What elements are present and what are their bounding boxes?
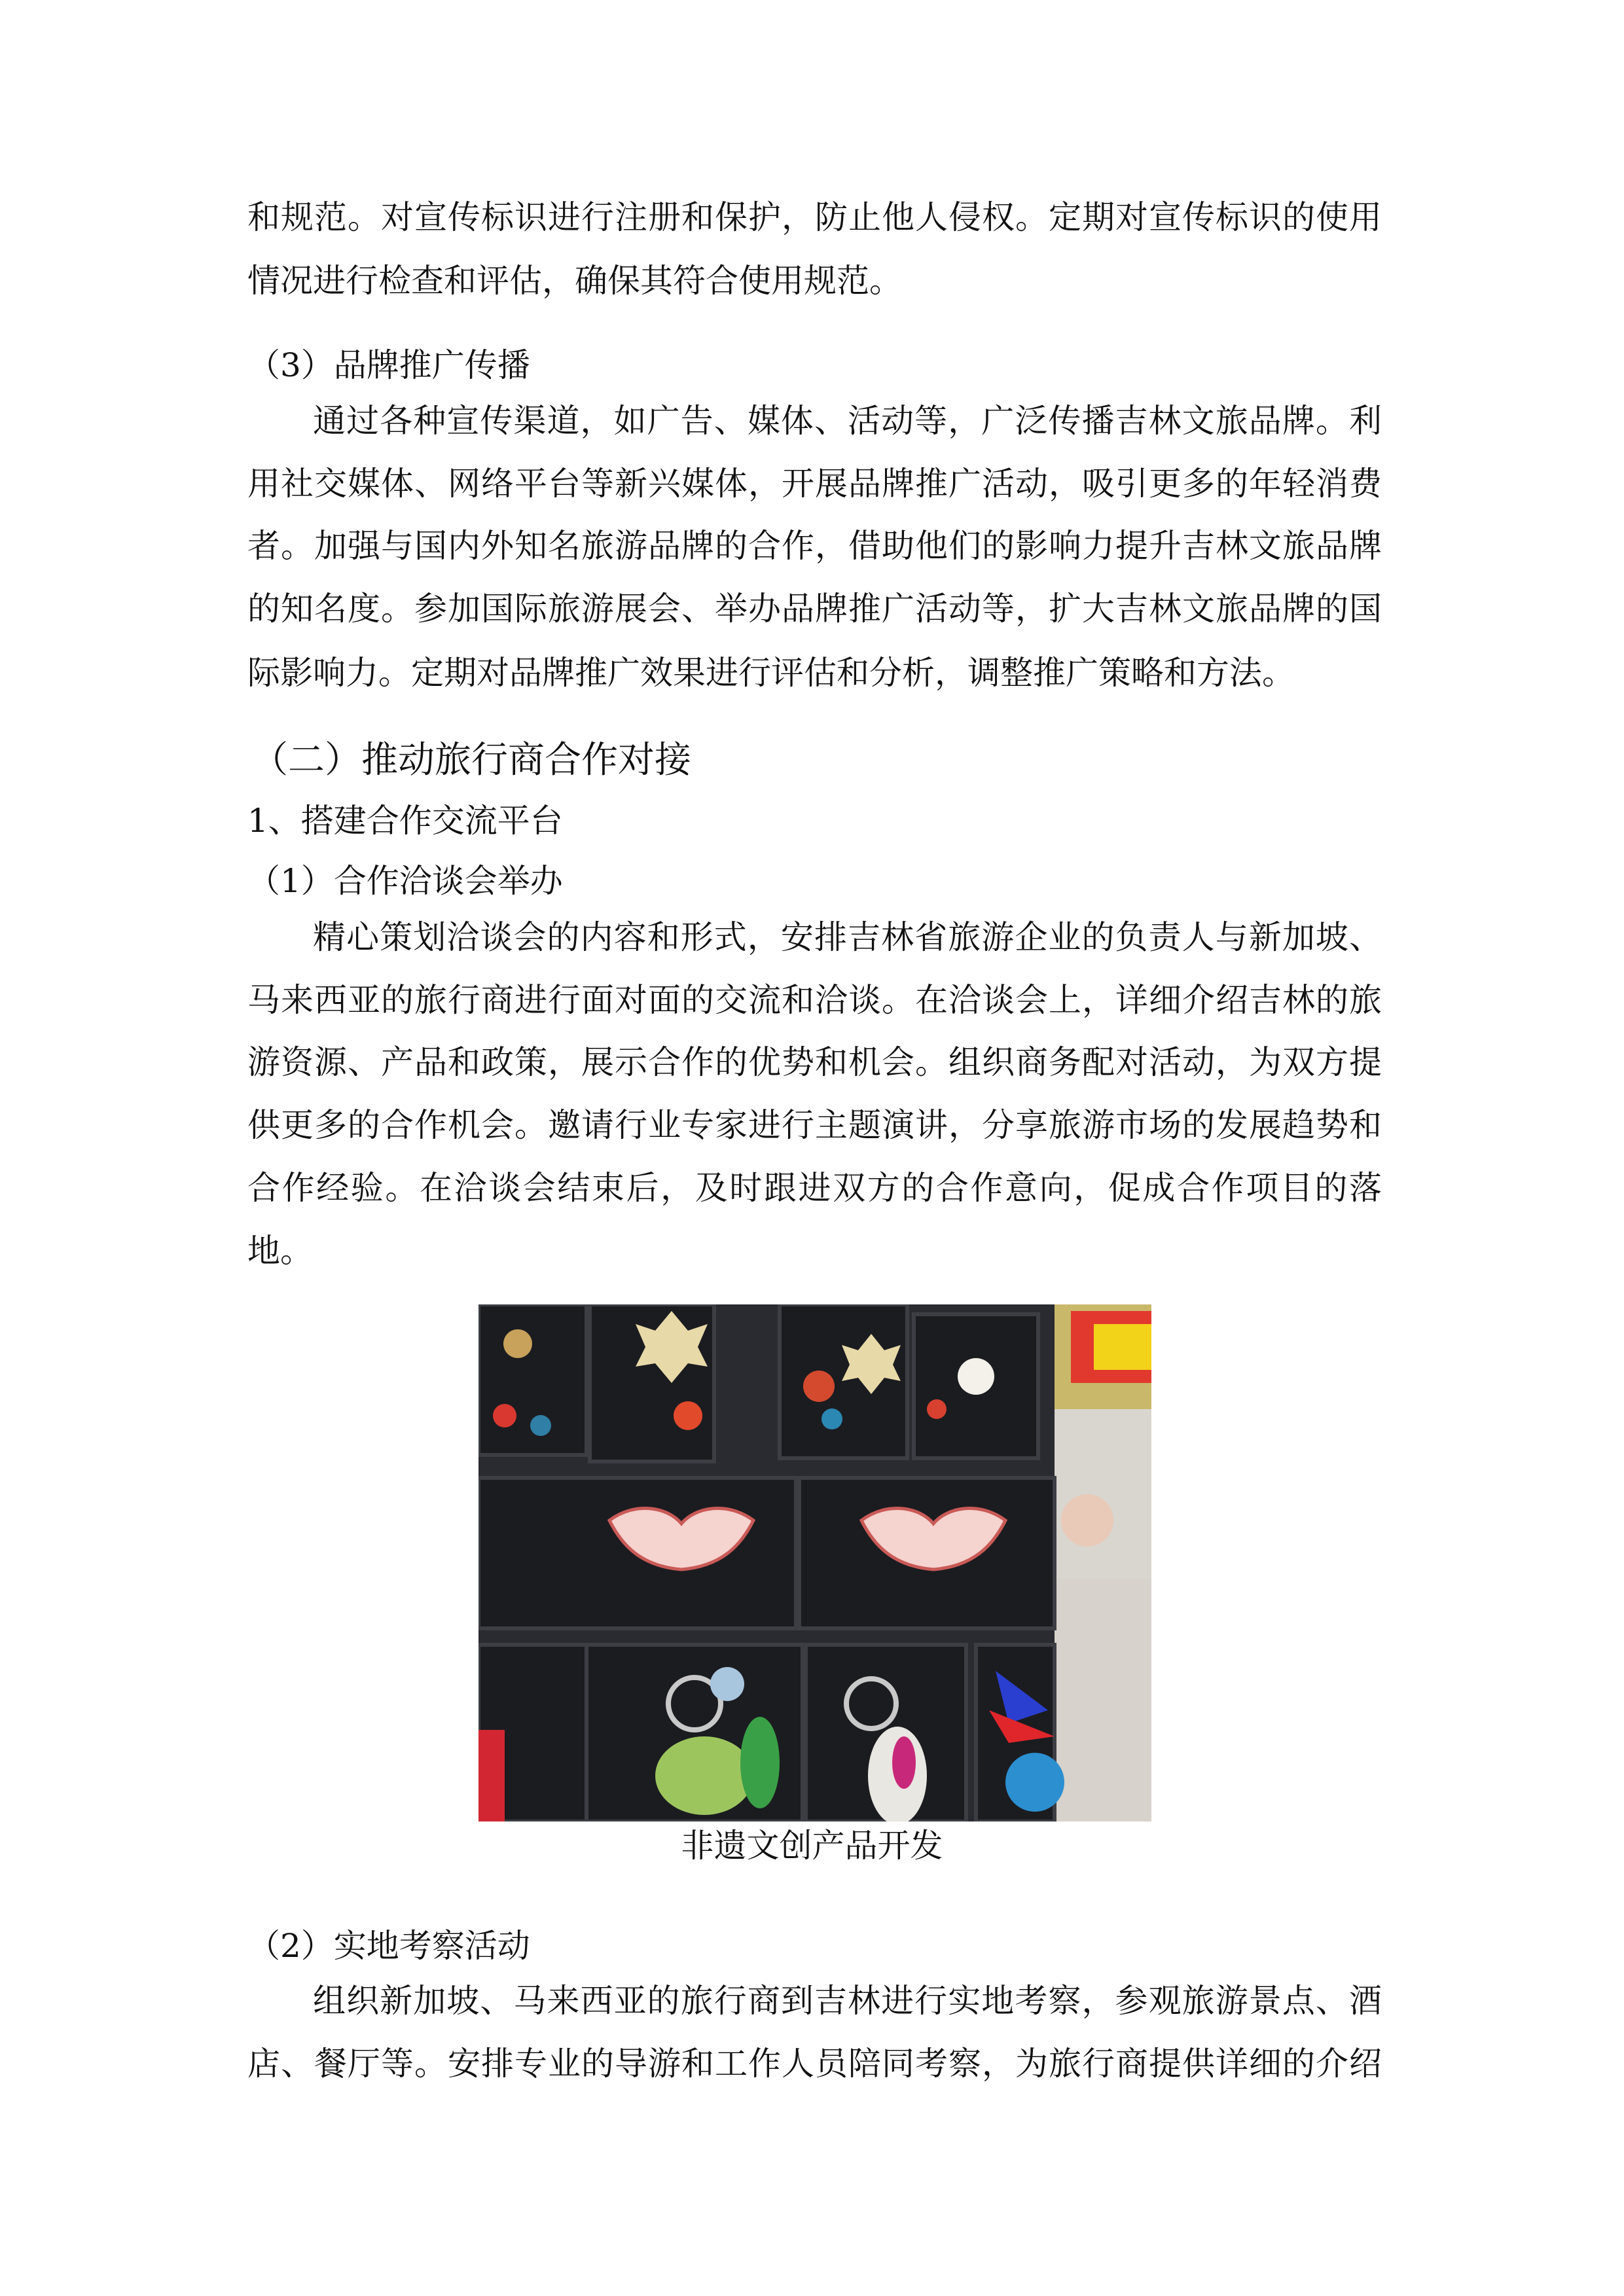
subheading: （3）品牌推广传播 bbox=[247, 346, 530, 384]
paragraph-line: 地。 bbox=[247, 1232, 313, 1270]
paragraph-line: 的知名度。参加国际旅游展会、举办品牌推广活动等，扩大吉林文旅品牌的国 bbox=[247, 590, 1382, 628]
paragraph-line: 和规范。对宣传标识进行注册和保护，防止他人侵权。定期对宣传标识的使用 bbox=[247, 198, 1382, 236]
paragraph-line: 者。加强与国内外知名旅游品牌的合作，借助他们的影响力提升吉林文旅品牌 bbox=[247, 527, 1382, 565]
paragraph-line: 用社交媒体、网络平台等新兴媒体，开展品牌推广活动，吸引更多的年轻消费 bbox=[247, 465, 1382, 503]
paragraph-line: 情况进行检查和评估，确保其符合使用规范。 bbox=[247, 262, 902, 300]
paragraph-line: 际影响力。定期对品牌推广效果进行评估和分析，调整推广策略和方法。 bbox=[247, 654, 1295, 692]
paragraph-line: 合作经验。在洽谈会结束后，及时跟进双方的合作意向，促成合作项目的落 bbox=[247, 1169, 1382, 1207]
paragraph-line: 通过各种宣传渠道，如广告、媒体、活动等，广泛传播吉林文旅品牌。利 bbox=[313, 402, 1382, 440]
subheading: （2）实地考察活动 bbox=[247, 1927, 530, 1965]
subheading: （1）合作洽谈会举办 bbox=[247, 862, 563, 900]
figure-caption: 非遗文创产品开发 bbox=[681, 1827, 943, 1865]
section-heading: （二）推动旅行商合作对接 bbox=[251, 739, 691, 781]
product-photo-illustration bbox=[478, 1304, 1151, 1821]
paragraph-line: 马来西亚的旅行商进行面对面的交流和洽谈。在洽谈会上，详细介绍吉林的旅 bbox=[247, 981, 1382, 1019]
paragraph-line: 供更多的合作机会。邀请行业专家进行主题演讲，分享旅游市场的发展趋势和 bbox=[247, 1106, 1382, 1144]
subheading: 1、搭建合作交流平台 bbox=[247, 802, 563, 840]
paragraph-line: 游资源、产品和政策，展示合作的优势和机会。组织商务配对活动，为双方提 bbox=[247, 1043, 1382, 1081]
paragraph-line: 店、餐厅等。安排专业的导游和工作人员陪同考察，为旅行商提供详细的介绍 bbox=[247, 2045, 1382, 2083]
paragraph-line: 组织新加坡、马来西亚的旅行商到吉林进行实地考察，参观旅游景点、酒 bbox=[313, 1982, 1382, 2020]
product-photo bbox=[478, 1304, 1151, 1821]
paragraph-line: 精心策划洽谈会的内容和形式，安排吉林省旅游企业的负责人与新加坡、 bbox=[313, 918, 1382, 956]
